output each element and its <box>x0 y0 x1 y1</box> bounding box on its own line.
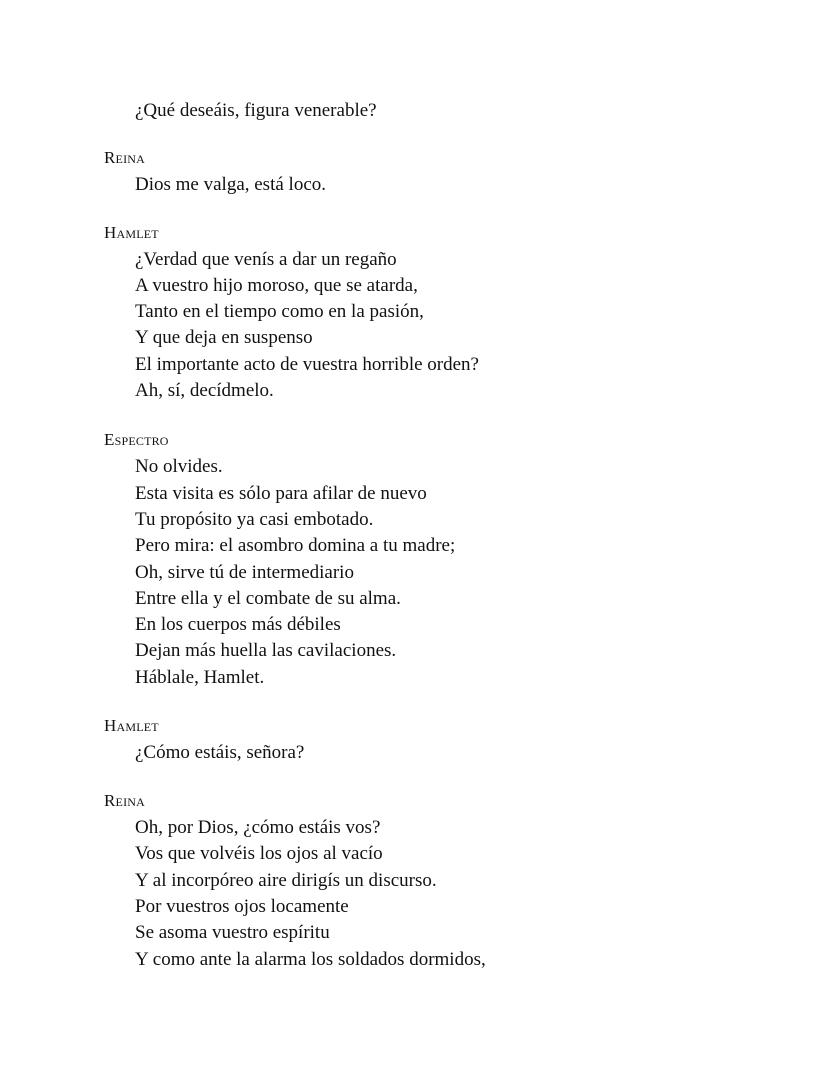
verse-line: Por vuestros ojos locamente <box>135 896 349 917</box>
verse-line: ¿Cómo estáis, señora? <box>135 742 305 763</box>
verse-line: ¿Qué deseáis, figura venerable? <box>135 100 377 121</box>
verse-line: Tu propósito ya casi embotado. <box>135 509 374 530</box>
verse-line: Se asoma vuestro espíritu <box>135 922 330 943</box>
verse-line: Dios me valga, está loco. <box>135 174 327 195</box>
verse-line: Entre ella y el combate de su alma. <box>135 588 401 609</box>
verse-line: Esta visita es sólo para afilar de nuevo <box>135 483 427 504</box>
speaker-name: Reina <box>104 791 145 810</box>
speaker-name: Espectro <box>104 430 169 449</box>
verse-line: Ah, sí, decídmelo. <box>135 380 274 401</box>
verse-line: Tanto en el tiempo como en la pasión, <box>135 301 424 322</box>
verse-line: No olvides. <box>135 456 223 477</box>
verse-line: Pero mira: el asombro domina a tu madre; <box>135 535 456 556</box>
verse-line: El importante acto de vuestra horrible orden? <box>135 354 479 375</box>
verse-line: Vos que volvéis los ojos al vacío <box>135 843 383 864</box>
verse-line: Y que deja en suspenso <box>135 327 313 348</box>
verse-line: Y al incorpóreo aire dirigís un discurso. <box>135 870 437 891</box>
verse-line: A vuestro hijo moroso, que se atarda, <box>135 275 418 296</box>
speaker-name: Reina <box>104 148 145 167</box>
verse-line: Oh, sirve tú de intermediario <box>135 562 354 583</box>
verse-line: Háblale, Hamlet. <box>135 667 265 688</box>
verse-line: Y como ante la alarma los soldados dormidos, <box>135 949 486 970</box>
speaker-name: Hamlet <box>104 223 159 242</box>
speaker-name: Hamlet <box>104 716 159 735</box>
verse-line: En los cuerpos más débiles <box>135 614 341 635</box>
verse-line: Dejan más huella las cavilaciones. <box>135 640 397 661</box>
verse-line: Oh, por Dios, ¿cómo estáis vos? <box>135 817 381 838</box>
verse-line: ¿Verdad que venís a dar un regaño <box>135 249 397 270</box>
